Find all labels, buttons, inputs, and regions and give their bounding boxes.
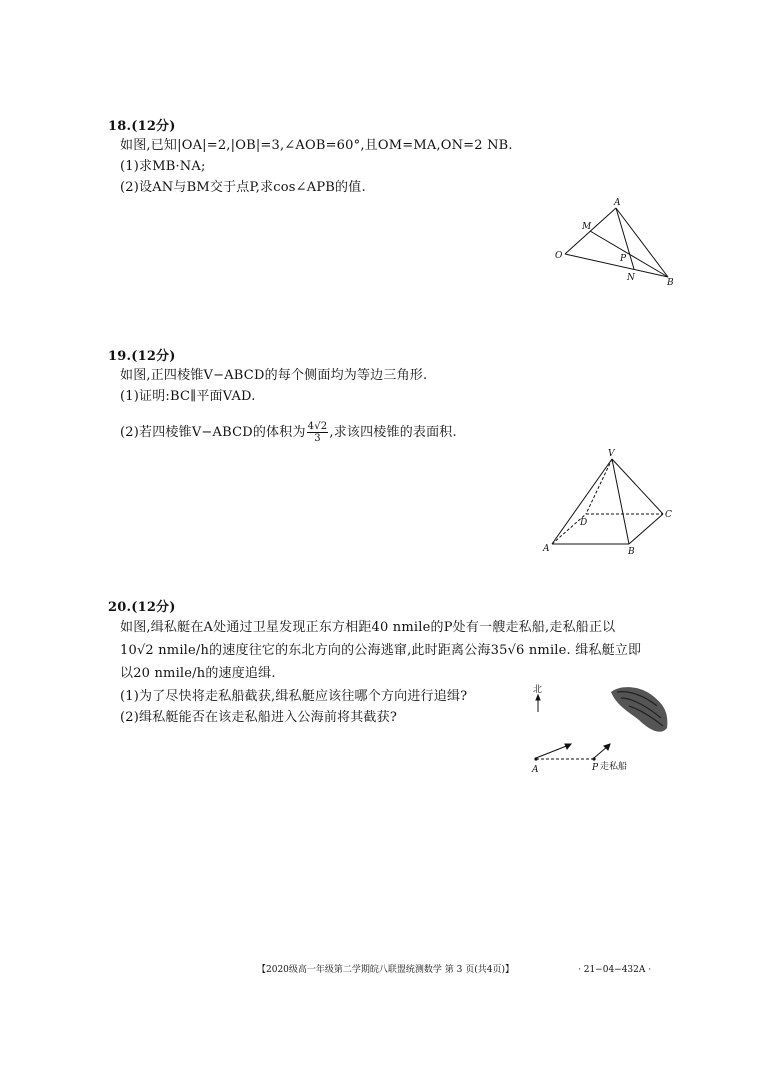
label-b: B	[628, 547, 635, 557]
q19-volume-denominator: 3	[314, 433, 321, 444]
segment-mb	[590, 231, 668, 277]
pursuit-direction-line	[536, 745, 569, 758]
label-n: N	[627, 273, 635, 283]
segment-ob	[565, 254, 668, 277]
q18-part2: (2)设AN与BM交于点P,求cos∠APB的值.	[120, 180, 366, 195]
label-a: A	[543, 544, 550, 554]
q20-line1: 如图,缉私艇在A处通过卫星发现正东方相距40 nmile的P处有一艘走私船,走私船正以	[120, 620, 616, 635]
q19-part1: (1)证明:BC∥平面VAD.	[120, 389, 256, 404]
q19-volume-numerator: 4√2	[307, 421, 328, 432]
q20-line3: 以20 nmile/h的速度追缉.	[120, 666, 276, 681]
label-d: D	[580, 518, 588, 528]
q19-pyramid-figure	[538, 447, 680, 559]
hidden-edge-vd	[586, 459, 612, 514]
q19-stem: 如图,正四棱锥V−ABCD的每个侧面均为等边三角形.	[120, 368, 428, 383]
label-m: M	[582, 222, 592, 232]
q20-line2: 10√2 nmile/h的速度往它的东北方向的公海逃窜,此时距离公海35√6 nmile. 缉私艇立即	[120, 643, 642, 658]
north-arrow-head	[536, 695, 540, 700]
q20-part1: (1)为了尽快将走私船截获,缉私艇应该往哪个方向进行追缉?	[120, 689, 468, 704]
label-o: O	[555, 251, 563, 261]
label-b: B	[667, 278, 674, 288]
q19-part2	[120, 421, 457, 444]
island-scribble	[611, 687, 667, 732]
smuggler-label: 走私船	[600, 762, 628, 772]
edge-vc	[612, 459, 663, 514]
label-p: P	[592, 763, 599, 773]
north-label: 北	[533, 685, 543, 695]
q20-chase-figure	[525, 682, 675, 777]
footer-page-info: 【2020级高一年级第二学期皖八联盟统测数学 第 3 页(共4页)】	[257, 965, 514, 975]
q18-part1: (1)求MB·NA;	[120, 159, 206, 174]
point-p	[592, 757, 595, 760]
q20-header: 20.(12分)	[108, 600, 176, 615]
q19-header: 19.(12分)	[108, 349, 176, 364]
q19-volume-fraction	[307, 421, 329, 444]
q18-triangle-figure	[548, 195, 684, 290]
q20-part2: (2)缉私艇能否在该走私船进入公海前将其截获?	[120, 710, 397, 725]
q18-header: 18.(12分)	[108, 119, 176, 134]
point-a	[534, 757, 537, 760]
label-c: C	[665, 510, 672, 520]
label-p: P	[620, 254, 627, 264]
edge-va	[552, 459, 612, 544]
q18-stem: 如图,已知|OA|=2,|OB|=3,∠AOB=60°,且OM=MA,ON=2 NB.	[120, 138, 513, 153]
q19-part2-prefix: (2)若四棱锥V−ABCD的体积为	[120, 425, 306, 440]
label-v: V	[608, 449, 615, 459]
edge-bc	[629, 514, 663, 544]
label-a: A	[614, 198, 621, 208]
footer-code: · 21−04−432A ·	[578, 965, 652, 975]
q19-part2-suffix: ,求该四棱锥的表面积.	[329, 425, 457, 440]
edge-vb	[612, 459, 629, 544]
label-a: A	[532, 765, 539, 775]
pursuit-arrow-head	[565, 744, 571, 749]
